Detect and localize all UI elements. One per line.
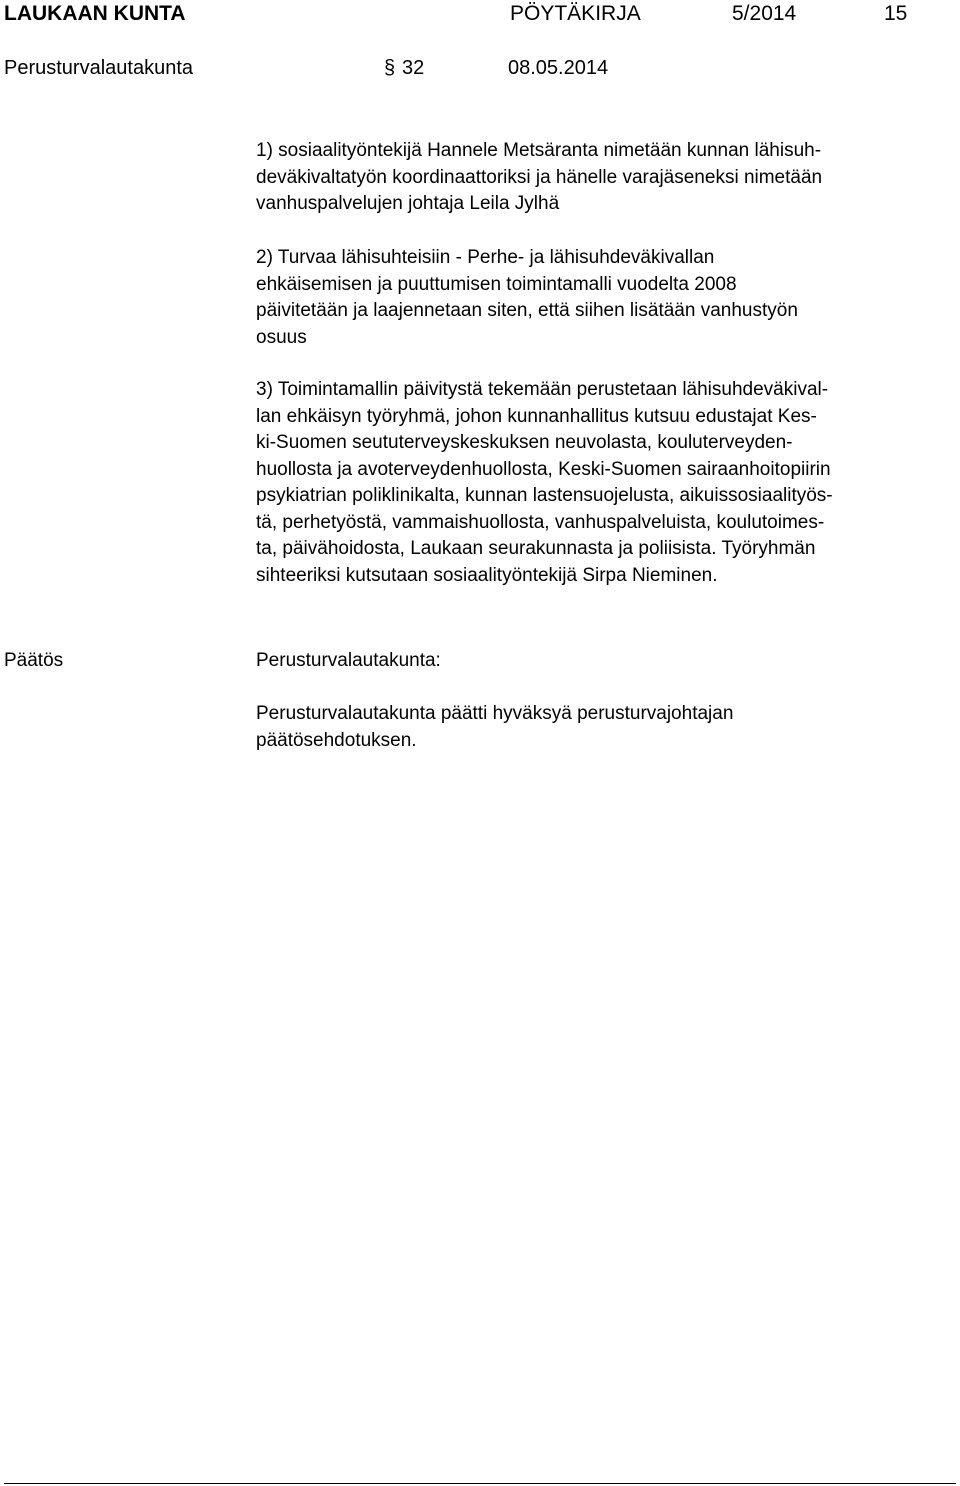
page-number: 15 — [884, 2, 908, 25]
text-line: vanhuspalvelujen johtaja Leila Jylhä — [256, 193, 560, 214]
board-name: Perusturvalautakunta — [4, 57, 194, 79]
text-line: päivitetään ja laajennetaan siten, että siihen lisätään vanhustyön — [256, 300, 798, 321]
document-number: 5/2014 — [732, 2, 797, 25]
text-line: 3) Toimintamallin päivitystä tekemään perustetaan lähisuhdeväkival- — [256, 379, 829, 400]
text-line: lan ehkäisyn työryhmä, johon kunnanhallitus kutsuu edustajat Kes- — [256, 405, 817, 427]
text-line: huollosta ja avoterveydenhuollosta, Keski-Suomen sairaanhoitopiirin — [256, 458, 831, 480]
municipality-name: LAUKAAN KUNTA — [4, 2, 186, 25]
decision-text — [256, 701, 733, 754]
text-line: tä, perhetyöstä, vammaishuollosta, vanhuspalveluista, koulutoimes- — [256, 511, 825, 533]
decision-body-title — [256, 648, 441, 675]
footer-divider — [4, 1483, 956, 1484]
text-line: Perusturvalautakunta päätti hyväksyä perusturvajohtajan — [256, 703, 734, 724]
text-line: Perusturvalautakunta: — [256, 650, 441, 671]
decision-label: Päätös — [4, 650, 64, 671]
text-line: ta, päivähoidosta, Laukaan seurakunnasta ja poliisista. Työryhmän — [256, 538, 816, 559]
section-symbol: § — [384, 57, 396, 79]
section-number: 32 — [402, 57, 425, 79]
document-type: PÖYTÄKIRJA — [510, 2, 641, 25]
text-line: osuus — [256, 326, 307, 348]
text-line: sihteeriksi kutsutaan sosiaalityöntekijä Sirpa Nieminen. — [256, 564, 718, 586]
meeting-date: 08.05.2014 — [508, 57, 609, 79]
text-line: ehkäisemisen ja puuttumisen toimintamalli vuodelta 2008 — [256, 273, 737, 295]
paragraph-3 — [256, 377, 833, 589]
text-line: 1) sosiaalityöntekijä Hannele Metsäranta nimetään kunnan lähisuh- — [256, 140, 822, 161]
text-line: deväkivaltatyön koordinaattoriksi ja hänelle varajäseneksi nimetään — [256, 166, 823, 188]
text-line: ki-Suomen seututerveyskeskuksen neuvolasta, kouluterveyden- — [256, 432, 793, 453]
text-line: psykiatrian poliklinikalta, kunnan lastensuojelusta, aikuissosiaalityös- — [256, 485, 833, 506]
paragraph-2 — [256, 245, 798, 351]
paragraph-1 — [256, 138, 822, 218]
text-line: päätösehdotuksen. — [256, 729, 417, 751]
text-line: 2) Turvaa lähisuhteisiin - Perhe- ja lähisuhdeväkivallan — [256, 247, 715, 268]
